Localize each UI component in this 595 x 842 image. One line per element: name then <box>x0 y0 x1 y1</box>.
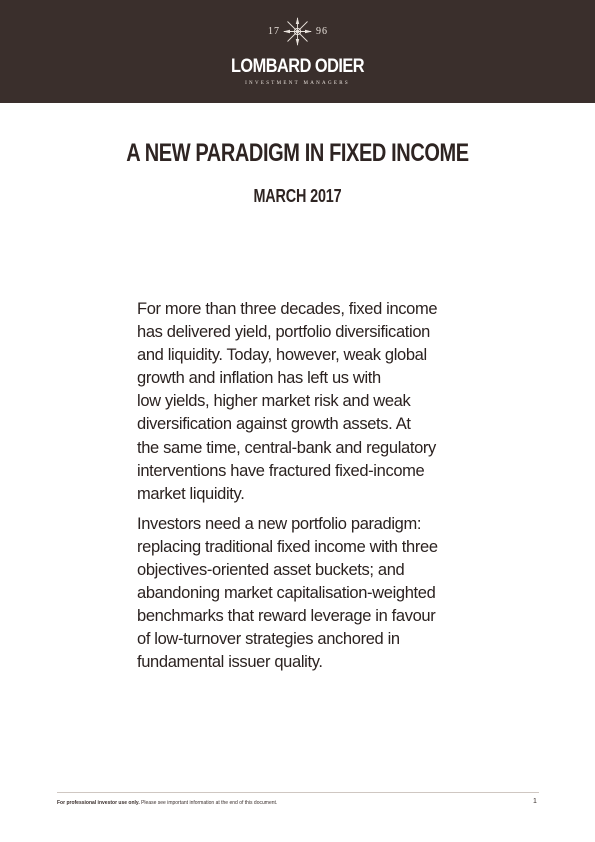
body-line: benchmarks that reward leverage in favour <box>137 607 436 626</box>
body-line: objectives-oriented asset buckets; and <box>137 561 405 580</box>
body-line: Investors need a new portfolio paradigm: <box>137 514 422 533</box>
body-line: low yields, higher market risk and weak <box>137 392 411 411</box>
body-line: fundamental issuer quality. <box>137 653 323 672</box>
document-title: A NEW PARADIGM IN FIXED INCOME <box>126 139 469 167</box>
body-paragraph <box>137 298 467 506</box>
logo-year-right: 96 <box>316 26 328 37</box>
footer-divider <box>57 792 539 793</box>
body-line: has delivered yield, portfolio diversification <box>137 323 430 342</box>
page-number: 1 <box>533 798 537 805</box>
document-body <box>137 298 467 682</box>
body-line: For more than three decades, fixed income <box>137 300 438 318</box>
logo-year-left: 17 <box>268 26 280 37</box>
body-line: replacing traditional fixed income with three <box>137 537 438 556</box>
body-paragraph <box>137 513 467 675</box>
body-line: and liquidity. Today, however, weak global <box>137 346 427 365</box>
body-line: growth and inflation has left us with <box>137 369 381 388</box>
footer-disclaimer <box>57 800 277 806</box>
body-line: the same time, central-bank and regulatory <box>137 438 436 457</box>
body-line: diversification against growth assets. At <box>137 415 411 434</box>
compass-star-icon <box>283 17 312 46</box>
footer-disclaimer-bold: For professional investor use only. <box>57 800 140 806</box>
body-line: of low-turnover strategies anchored in <box>137 630 400 649</box>
body-line: interventions have fractured fixed-income <box>137 461 425 480</box>
brand-name: LOMBARD ODIER <box>230 56 365 77</box>
body-line: abandoning market capitalisation-weighted <box>137 584 436 603</box>
document-date: MARCH 2017 <box>253 186 342 206</box>
header-banner <box>0 0 595 103</box>
footer-disclaimer-text: Please see important information at the end of this document. <box>141 800 278 806</box>
brand-subtitle: INVESTMENT MANAGERS <box>245 81 350 86</box>
body-line: market liquidity. <box>137 484 245 503</box>
